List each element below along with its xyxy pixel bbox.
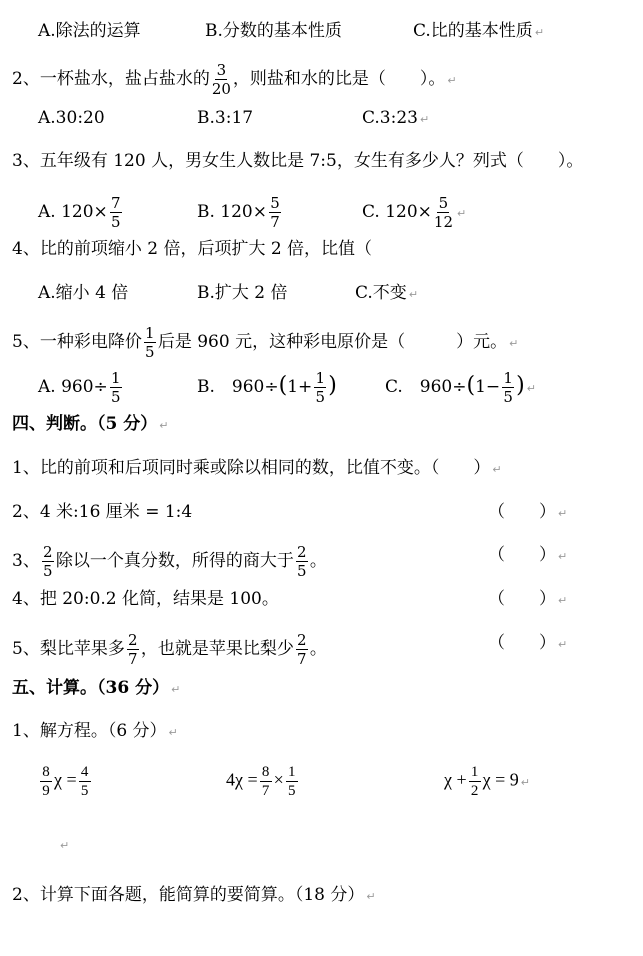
q1-option-b: B.分数的基本性质 <box>205 21 342 41</box>
paragraph-mark: ↵ <box>60 839 70 852</box>
q4-option-b: B.扩大 2 倍 <box>197 283 288 303</box>
q4-option-c: C.不变 ↵ <box>355 283 419 303</box>
q5-option-b: B. 960÷(1+ $\frac{1}{5}$ ) <box>197 369 337 406</box>
equation-1: $\frac{8}{9}$ χ = $\frac{4}{5}$ <box>38 764 93 799</box>
q2-option-b: B.3:17 <box>197 108 254 128</box>
fraction: $\frac{3}{20}$ <box>211 61 231 98</box>
q1-option-c: C.比的基本性质 ↵ <box>413 21 545 41</box>
q4-option-a: A.缩小 4 倍 <box>38 283 129 303</box>
q5-option-c: C. 960÷(1− $\frac{1}{5}$ ) ↵ <box>385 369 536 406</box>
q2-option-a: A.30:20 <box>38 108 105 128</box>
q5-option-a: A. 960÷ $\frac{1}{5}$ <box>38 369 121 406</box>
q2-option-c: C.3:23 ↵ <box>362 108 430 128</box>
q1-option-a: A.除法的运算 <box>38 21 141 41</box>
q3-option-a: A. 120× $\frac{7}{5}$ <box>38 194 121 231</box>
equation-2: 4χ = $\frac{8}{7}$ × $\frac{1}{5}$ <box>226 764 300 799</box>
q3-option-c: C. 120× $\frac{5}{12}$ ↵ <box>362 194 467 231</box>
q3-option-b: B. 120× $\frac{5}{7}$ <box>197 194 280 231</box>
equation-3: χ + $\frac{1}{2}$ χ = 9 ↵ <box>444 764 530 799</box>
